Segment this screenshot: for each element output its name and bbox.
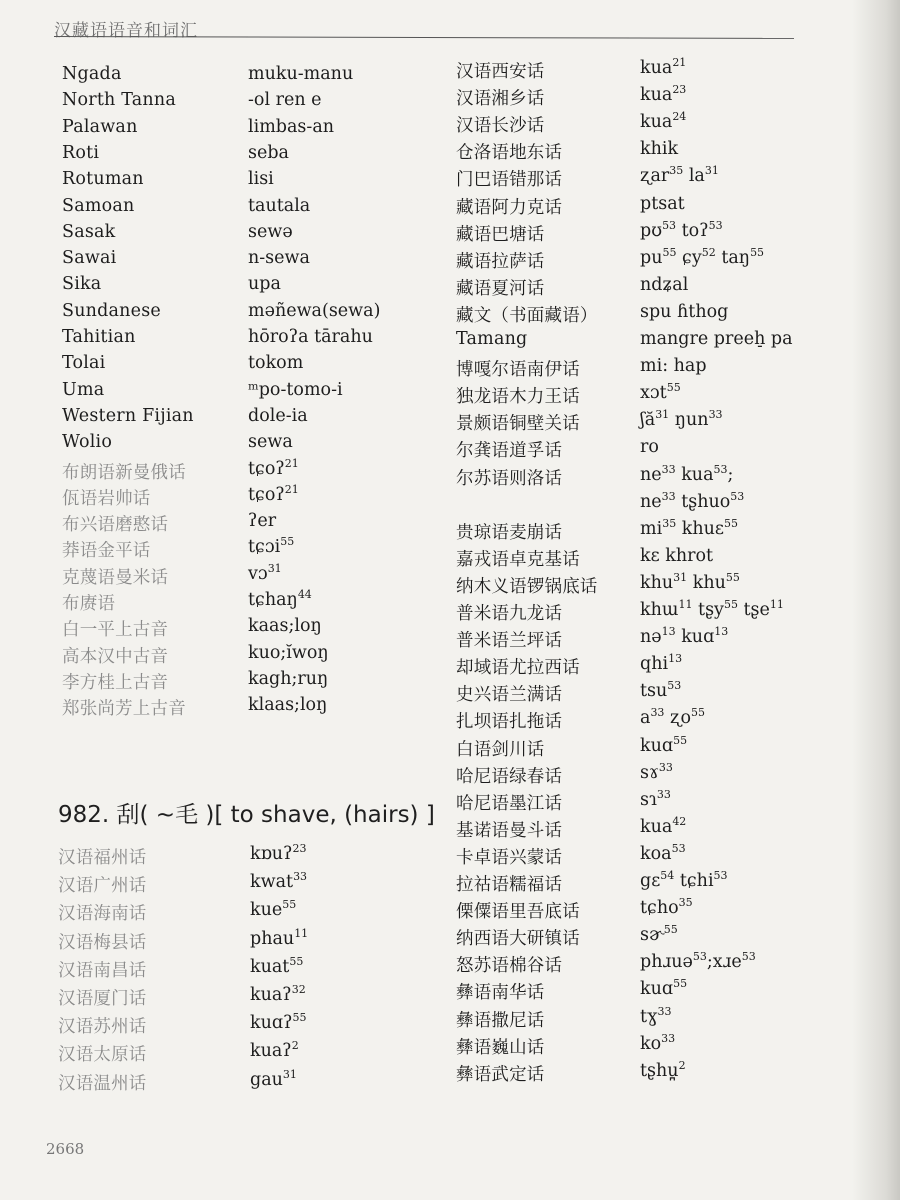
language-name: 汉语海南话 (58, 904, 147, 925)
language-name: Sika (62, 274, 102, 295)
language-name: 景颇语铜壁关话 (456, 414, 580, 435)
language-name: 藏语阿力克话 (456, 197, 563, 218)
word-form: kuɑ$^{55}$ (640, 733, 688, 756)
language-name: 藏语拉萨话 (456, 251, 545, 272)
language-name: 基诺语曼斗话 (456, 820, 563, 841)
word-form: $ne^{33}$ tʂhuo$^{53}$ (640, 489, 745, 512)
word-form: khik (640, 139, 679, 160)
language-name: 彝语撒尼话 (456, 1010, 545, 1031)
language-name: 汉语广州话 (58, 876, 147, 897)
language-name: 郑张尚芳上古音 (62, 699, 186, 720)
word-form: tʂhu̪$^2$ (640, 1058, 686, 1081)
language-name: 独龙语木力王话 (456, 387, 580, 408)
language-name: 汉语苏州话 (58, 1017, 147, 1038)
word-form: kue$^{55}$ (250, 898, 297, 921)
language-name: 莽语金平话 (62, 541, 151, 562)
language-name: Western Fijian (62, 405, 194, 426)
language-name: Samoan (62, 195, 135, 216)
language-name: 彝语巍山话 (456, 1037, 545, 1058)
word-form: $ko^{33}$ (640, 1031, 676, 1054)
language-name: 白语剑川话 (456, 739, 545, 760)
language-name: 仓洛语地东话 (456, 143, 563, 164)
word-form: $ne^{33}$ kua$^{53}$; (640, 462, 734, 485)
word-form: mangre preeh̠ pa (640, 329, 793, 349)
language-name: Uma (62, 379, 105, 400)
word-form: phɹuə$^{53}$;xɹe$^{53}$ (640, 950, 756, 973)
word-form: vɔ$^{31}$ (248, 561, 282, 584)
word-form: kua$^{21}$ (640, 56, 687, 78)
word-form: ro (640, 437, 659, 458)
language-name: 博嘎尔语南伊话 (456, 360, 580, 381)
word-form: kuaʔ$^{32}$ (250, 983, 306, 1005)
language-name: 扎坝语扎拖话 (456, 712, 563, 733)
word-form: kuat$^{55}$ (250, 954, 304, 977)
word-form: tɕoʔ$^{21}$ (248, 482, 299, 505)
word-form: limbas-an (248, 116, 335, 137)
language-name: Tamang (456, 329, 528, 349)
word-form: pʊ$^{53}$ toʔ$^{53}$ (640, 218, 723, 241)
language-name: Sasak (62, 221, 116, 242)
language-name: Palawan (62, 116, 138, 137)
language-name: 藏语巴塘话 (456, 224, 545, 245)
word-form: məñewa(sewa) (248, 300, 381, 321)
word-form: tsu$^{53}$ (640, 679, 682, 702)
word-form: upa (248, 274, 281, 295)
word-form: -ol ren e (248, 90, 322, 111)
language-name: 汉语太原话 (58, 1045, 147, 1066)
language-name: 高本汉中古音 (62, 646, 169, 667)
language-name: 汉语厦门话 (58, 989, 147, 1009)
word-form: ʃă$^{31}$ ŋun$^{33}$ (640, 408, 723, 431)
word-form: kɒuʔ$^{23}$ (250, 842, 307, 864)
word-form: tɕhaŋ$^{44}$ (248, 588, 312, 610)
word-form: kua$^{24}$ (640, 110, 687, 133)
word-form: koa$^{53}$ (640, 841, 686, 864)
language-name: 布朗语新曼俄话 (62, 462, 186, 483)
word-form: sewa (248, 432, 293, 453)
language-name: Wolio (62, 432, 113, 453)
word-form: spu ɦthog (640, 301, 729, 322)
language-name: 哈尼语绿春话 (456, 766, 563, 787)
language-name: North Tanna (62, 90, 177, 111)
language-name: 纳西语大研镇话 (456, 929, 580, 950)
word-form: gau$^{31}$ (250, 1067, 297, 1090)
language-name: 哈尼语墨江话 (456, 793, 563, 814)
page-edge-shadow (852, 0, 900, 1200)
section-title: 982. 刮( ~毛 )[ to shave, (hairs) ] (58, 802, 435, 828)
word-form: hōroʔa tārahu (248, 327, 373, 347)
language-name: 布兴语磨憨话 (62, 515, 169, 536)
word-form: kuaʔ$^2$ (250, 1039, 299, 1062)
language-name: 怒苏语棉谷话 (456, 956, 563, 977)
language-name: 门巴语错那话 (456, 170, 563, 191)
language-name: 藏文（书面藏语） (456, 305, 598, 326)
word-form: dole-ia (248, 405, 308, 426)
word-form: tɕɔi$^{55}$ (248, 535, 295, 558)
language-name: 傈僳语里吾底话 (456, 902, 580, 923)
language-name: 彝语武定话 (456, 1064, 545, 1085)
language-name: 贵琼语麦崩话 (456, 522, 563, 543)
word-form: ptsat (640, 193, 685, 214)
word-form: kuɑ$^{55}$ (640, 977, 688, 1000)
language-name: 汉语湘乡话 (456, 89, 545, 110)
language-name: 汉语温州话 (58, 1073, 147, 1094)
language-name: 史兴语兰满话 (456, 685, 563, 706)
language-name: 汉语福州话 (58, 848, 147, 868)
language-name: 尔龚语道孚话 (456, 441, 563, 462)
language-name: 卡卓语兴蒙话 (456, 847, 563, 868)
word-form: ʔer (248, 511, 277, 532)
language-name: Tolai (62, 353, 106, 374)
word-form: tokom (248, 353, 304, 374)
word-form: tɕho$^{35}$ (640, 896, 693, 919)
word-form: tɕoʔ$^{21}$ (248, 456, 299, 479)
word-form: lisi (248, 169, 274, 190)
language-name: Rotuman (62, 169, 144, 190)
word-form: kuɑʔ$^{55}$ (250, 1011, 307, 1034)
word-form: kaas;loŋ (248, 616, 322, 637)
language-name: 李方桂上古音 (62, 672, 169, 693)
word-form: n-sewa (248, 248, 310, 269)
language-name: 尔苏语则洛话 (456, 468, 563, 489)
language-name: 纳木义语锣锅底话 (456, 576, 598, 597)
language-name: 拉祜语糯福话 (456, 875, 563, 895)
language-name: 汉语长沙话 (456, 116, 545, 137)
language-name: 布赓语 (62, 594, 116, 614)
language-name: 白一平上古音 (62, 620, 169, 641)
word-form: phau$^{11}$ (250, 926, 309, 949)
language-name: 汉语梅县话 (58, 932, 147, 953)
word-form: muku-manu (248, 64, 354, 84)
word-form: sɚ$^{55}$ (640, 923, 678, 946)
word-form: kɛ khrot (640, 545, 714, 566)
language-name: 彝语南华话 (456, 983, 545, 1004)
word-form: nə$^{13}$ kuɑ$^{13}$ (640, 625, 729, 648)
language-name: Sundanese (62, 300, 161, 321)
word-form: sewə (248, 221, 293, 242)
word-form: kuo;ĭwoŋ (248, 642, 329, 663)
word-form: kagh;ruŋ (248, 668, 329, 689)
word-form: kua$^{23}$ (640, 83, 687, 106)
language-name: 却域语尤拉西话 (456, 658, 580, 679)
language-name: 佤语岩帅话 (62, 488, 151, 509)
language-name: Roti (62, 142, 100, 163)
page-number: 2668 (46, 1140, 85, 1158)
word-form: kwat$^{33}$ (250, 870, 308, 893)
language-name: 普米语兰坪话 (456, 631, 563, 652)
word-form: $pu^{55}$ ɕy$^{52}$ taŋ$^{55}$ (640, 245, 765, 268)
word-form: tautala (248, 195, 311, 216)
word-form: tɣ$^{33}$ (640, 1004, 672, 1027)
running-header: 汉藏语语音和词汇 (54, 21, 198, 41)
word-form: ʐar$^{35}$ $la^{31}$ (640, 164, 719, 187)
word-form: $mi^{35}$ khuɛ$^{55}$ (640, 516, 738, 539)
word-form: sɿ$^{33}$ (640, 787, 671, 810)
word-form: seba (248, 142, 289, 163)
word-form: xɔt$^{55}$ (640, 381, 681, 404)
word-form: qhi$^{13}$ (640, 652, 683, 675)
language-name: Ngada (62, 64, 122, 84)
language-name: 嘉戎语卓克基话 (456, 549, 580, 570)
word-form: kua$^{42}$ (640, 814, 687, 837)
word-form: sɤ$^{33}$ (640, 760, 673, 783)
language-name: 汉语南昌话 (58, 960, 147, 981)
language-name: 藏语夏河话 (456, 278, 545, 299)
language-name: 克蔑语曼米话 (62, 567, 169, 588)
word-form: mi: hap (640, 356, 707, 377)
word-form: klaas;loŋ (248, 695, 328, 716)
word-form: ᵐpo-tomo-i (248, 379, 343, 400)
word-form: khɯ$^{11}$ tʂy$^{55}$ tʂe$^{11}$ (640, 598, 784, 620)
word-form: ndʑal (640, 274, 689, 295)
language-name: Sawai (62, 248, 117, 269)
language-name: 汉语西安话 (456, 62, 545, 82)
language-name: Tahitian (62, 327, 136, 347)
language-name: 普米语九龙话 (456, 604, 563, 624)
word-form: khu$^{31}$ khu$^{55}$ (640, 570, 740, 593)
word-form: $a^{33}$ ʐo$^{55}$ (640, 706, 705, 729)
word-form: gɛ$^{54}$ tɕhi$^{53}$ (640, 869, 728, 891)
